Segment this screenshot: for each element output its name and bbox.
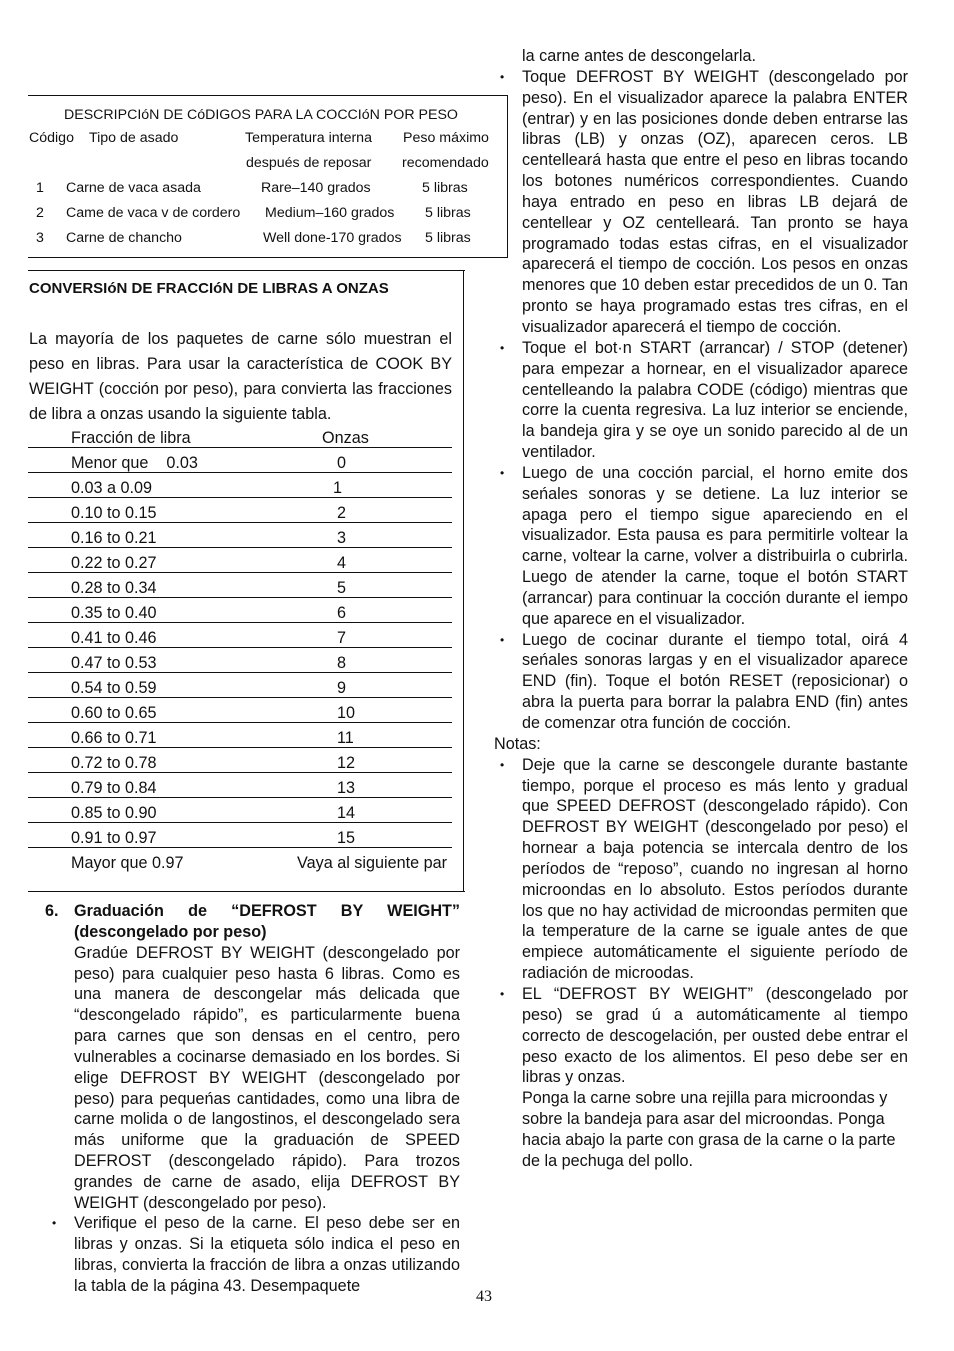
notes-label: Notas: [494, 734, 541, 753]
header-code: Código [29, 130, 74, 146]
fraction-cell: Mayor que 0.97 [71, 854, 184, 872]
row-3-code: 3 [36, 230, 44, 246]
fraction-cell: 0.54 to 0.59 [71, 679, 157, 697]
note-item [500, 755, 908, 984]
row-divider [28, 547, 452, 548]
section-heading: Graduación de “DEFROST BY WEIGHT” (descongelado por peso) [74, 902, 460, 941]
note-text: Deje que la carne se descongele durante bastante tiempo, porque el proceso es más lento y gradual que SPEED DEFROST (descongelado rápido). Con DEFROST BY WEIGHT (descongelado por peso) el hornear a baja potencia se intercala dentro de los períodos de “reposo”, cuando no ingresan al horno microondas en lo absoluto. Estos períodos durante los que no hay actividad de microondas permiten que la temperature de la carne se iguale antes de que empiece automáticamente el siguiente período de radiación de microodas. [522, 755, 908, 983]
row-divider [28, 572, 452, 573]
fraction-cell: 0.91 to 0.97 [71, 829, 157, 847]
table-top-border [28, 95, 508, 96]
fraction-cell: Menor que 0.03 [71, 454, 198, 472]
ounces-cell: 4 [337, 554, 347, 572]
row-divider [28, 797, 452, 798]
fraction-cell: 0.16 to 0.21 [71, 529, 157, 547]
bullet-icon: • [500, 340, 505, 355]
fraction-cell: 0.85 to 0.90 [71, 804, 157, 822]
fraction-cell: 0.03 a 0.09 [71, 479, 153, 497]
header-fraction: Fracción de libra [71, 429, 191, 447]
fraction-cell: 0.79 to 0.84 [71, 779, 157, 797]
fraction-cell: 0.41 to 0.46 [71, 629, 157, 647]
row-divider [28, 697, 452, 698]
section-body: Gradúe DEFROST BY WEIGHT (descongelado por peso) para cualquier peso hasta 6 libras. Como es una manera de descongelar más delicada que “descongelado rápido”, es particularmente buena para carnes que son densas en el centro, pero vulnerables a cocinarse demasiado en los bordes. Si elige DEFROST BY WEIGHT (descongelado por peso) para pequeńas cantidades, como una libra de carne molida o de langostinos, el descongelado sera más uniforme que la graduación de SPEED DEFROST (descongelado rápido). Para trozos grandes de carne de asado, elija DEFROST BY WEIGHT (descongelado por peso). [74, 943, 460, 1212]
row-2-temp: Medium–160 grados [265, 205, 395, 221]
row-divider [28, 747, 452, 748]
list-item-text: Luego de cocinar durante el tiempo total, oirá 4 seńales sonoras largas y en el visualizador aparece END (fin). Toque el botón RESET (reposicionar) o abra la puerta para borrar la palabra END (fin) antes de comenzar otra función de cocción. [522, 630, 908, 732]
box-bottom-border [28, 891, 465, 892]
list-item [500, 463, 908, 630]
conversion-intro: La mayoría de los paquetes de carne sólo muestran el peso en libras. Para usar la característica de COOK BY WEIGHT (cocción por peso), para convierta las fracciones de libra a onzas usando la siguiente tabla. [29, 330, 452, 423]
section-6 [45, 901, 460, 1214]
bullet-icon: • [52, 1216, 57, 1230]
row-2-weight: 5 libras [425, 205, 471, 221]
ounces-cell: 6 [337, 604, 347, 622]
note-item [500, 984, 908, 1172]
row-1-temp: Rare–140 grados [261, 180, 371, 196]
list-item [52, 1213, 460, 1296]
header-weight-line1: Peso máximo [403, 130, 489, 146]
list-item-text: Toque DEFROST BY WEIGHT (descongelado por peso). En el visualizador aparece la palabra ENTER (entrar) y en las posiciones donde deben entrarse las libras (LB) y onzas (OZ), aparecen ceros. LB centelleará hasta que entre el peso en libras tocando los botones numéricos correspondientes. Cuando haya entrado en peso en libras LB dejará de centellear y OZ centelleará. Tan pronto se haya programado todas estas cifras, en el visualizador aparecerá el tiempo de cocción. Los pesos en onzas menores que 10 deben estar precedidos de un 0. Tan pronto se haya programado estas tres cifras, en el visualizador aparecerá el tiempo de cocción. [522, 67, 908, 336]
page-number: 43 [476, 1288, 492, 1305]
ounces-cell: 8 [337, 654, 347, 672]
right-column [494, 46, 908, 1172]
row-divider [28, 647, 452, 648]
header-temp-line2: después de reposar [246, 155, 372, 171]
ounces-cell: 12 [337, 754, 356, 772]
list-item-text: Toque el bot·n START (arrancar) / STOP (detener) para empezar a hornear, en el visualizador aparece centelleando la palabra CODE (código) mientras que corre la cuenta regresiva. La luz interior se enciende, la bandeja gira y se oye un sonido parecido al de un ventilador. [522, 338, 908, 462]
ounces-cell: 14 [337, 804, 356, 822]
row-1-weight: 5 libras [422, 180, 468, 196]
note-text: EL “DEFROST BY WEIGHT” (descongelado por peso) se grad ú a automáticamente al tiempo correcto de descogelación, per ousted debe entrar el peso exacto de los alimentos. El peso debe ser en libras y onzas. [522, 984, 908, 1087]
box-top-border [28, 270, 465, 271]
bullet-icon: • [500, 757, 505, 772]
ounces-cell: 11 [337, 729, 354, 747]
row-2-code: 2 [36, 205, 44, 221]
box-right-border [463, 270, 464, 892]
header-temp-line1: Temperatura interna [245, 130, 372, 146]
fraction-cell: 0.72 to 0.78 [71, 754, 157, 772]
ounces-cell: 5 [337, 579, 347, 597]
left-column [45, 901, 460, 1214]
ounces-cell: 3 [337, 529, 347, 547]
fraction-cell: 0.10 to 0.15 [71, 504, 157, 522]
list-item-text: Luego de una cocción parcial, el horno emite dos seńales sonoras y se detiene. La luz interior se apaga pero el tiempo sigue apareciendo en el visualizador. Esta pausa es para permitirle voltear la carne, voltear la carne, volver a distribuirla o cubrirla. Luego de atender la carne, toque el botón START (arrancar) para continuar la cocción durante el iempo que aparece en el visualizador. [522, 463, 908, 628]
bullet-icon: • [500, 465, 505, 480]
row-divider [28, 772, 452, 773]
bullet-icon: • [500, 632, 505, 647]
ounces-cell: 15 [337, 829, 356, 847]
row-divider [28, 472, 452, 473]
row-divider [28, 722, 452, 723]
bullet-icon: • [500, 986, 505, 1001]
list-item [500, 630, 908, 734]
ounces-cell: 13 [337, 779, 356, 797]
conversion-title: CONVERSIóN DE FRACCIóN DE LIBRAS A ONZAS [29, 280, 389, 297]
row-divider [28, 447, 452, 448]
header-weight-line2: recomendado [402, 155, 489, 171]
ounces-cell: 9 [337, 679, 347, 697]
row-divider [28, 597, 452, 598]
ounces-cell: 2 [337, 504, 347, 522]
row-1-code: 1 [36, 180, 44, 196]
row-divider [28, 522, 452, 523]
fraction-cell: 0.47 to 0.53 [71, 654, 157, 672]
fraction-cell: 0.22 to 0.27 [71, 554, 157, 572]
fraction-cell: 0.28 to 0.34 [71, 579, 157, 597]
header-ounces: Onzas [322, 429, 369, 447]
ounces-cell: Vaya al siguiente par [297, 854, 447, 872]
final-paragraph: Ponga la carne sobre una rejilla para microondas y sobre la bandeja para asar del microondas. Ponga hacia abajo la parte con grasa de la carne o la parte de la pechuga del pollo. [522, 1089, 896, 1170]
row-divider [28, 822, 452, 823]
ounces-cell: 0 [337, 454, 347, 472]
fraction-cell: 0.35 to 0.40 [71, 604, 157, 622]
continuation-text: la carne antes de descongelarla. [522, 47, 756, 65]
header-type: Tipo de asado [89, 130, 179, 146]
ounces-cell: 10 [337, 704, 356, 722]
list-item [500, 67, 908, 338]
codes-table-title: DESCRIPCIóN DE CóDIGOS PARA LA COCCIóN POR PESO [64, 107, 458, 123]
row-1-type: Carne de vaca asada [66, 180, 201, 196]
left-bullet-list [52, 1213, 460, 1296]
row-divider [28, 497, 452, 498]
ounces-cell: 1 [333, 479, 343, 497]
fraction-cell: 0.60 to 0.65 [71, 704, 157, 722]
row-2-type: Came de vaca v de cordero [66, 205, 241, 221]
row-divider [28, 672, 452, 673]
row-3-weight: 5 libras [425, 230, 471, 246]
row-3-type: Carne de chancho [66, 230, 182, 246]
row-divider [28, 622, 452, 623]
bullet-icon: • [500, 69, 505, 84]
row-3-temp: Well done-170 grados [263, 230, 402, 246]
section-number: 6. [45, 902, 59, 920]
list-item-text: Verifique el peso de la carne. El peso debe ser en libras y onzas. Si la etiqueta sólo indica el peso en libras, convierta la fracción de libra a onzas utilizando la tabla de la página 43. Desempaquete [74, 1214, 460, 1295]
list-item [500, 338, 908, 463]
fraction-cell: 0.66 to 0.71 [71, 729, 157, 747]
table-bottom-border [28, 257, 508, 258]
row-divider [28, 847, 452, 848]
ounces-cell: 7 [337, 629, 347, 647]
